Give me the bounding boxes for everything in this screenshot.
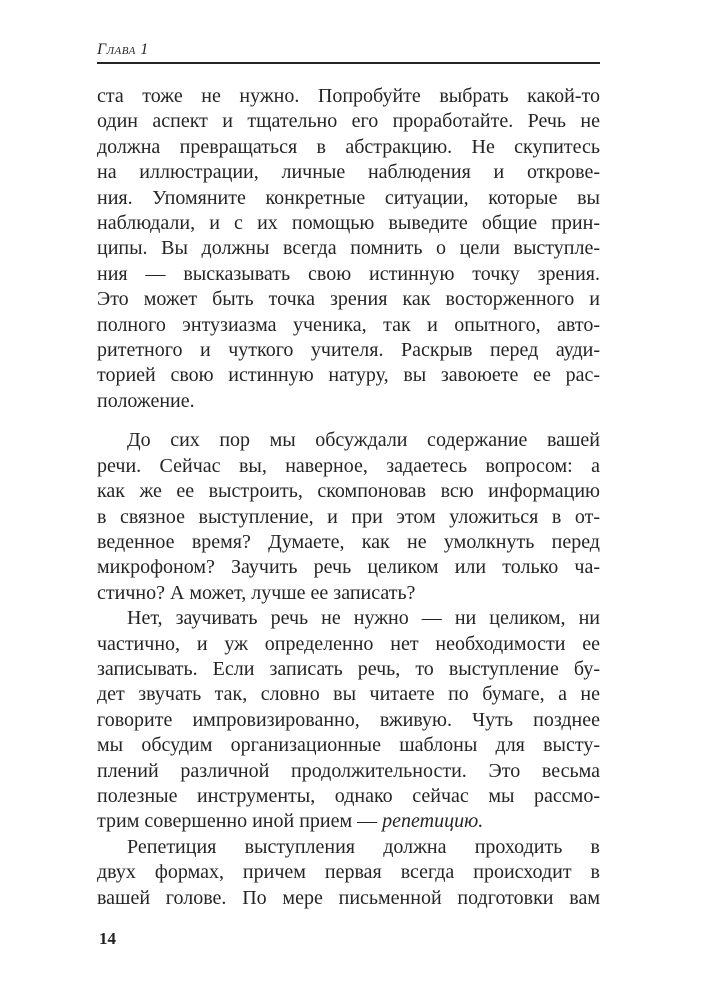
text-line: дет звучать так, словно вы читаете по бумаге, а не xyxy=(97,683,600,706)
section-break xyxy=(97,414,600,428)
emphasized-term: репетицию. xyxy=(382,810,484,833)
text-line: полного энтузиазма ученика, так и опытного, авто- xyxy=(97,313,600,336)
text-line: веденное время? Думаете, как не умолкнуть перед xyxy=(97,530,600,553)
text-line: записывать. Если записать речь, то выступление бу- xyxy=(97,657,600,680)
text-line: частично, и уж определенно нет необходимости ее xyxy=(97,632,600,655)
text-line: ния — высказывать свою истинную точку зрения. xyxy=(97,262,600,285)
text-line: вашей голове. По мере письменной подготовки вам xyxy=(97,886,600,909)
text-line: положение. xyxy=(97,389,195,412)
page-number: 14 xyxy=(99,929,116,948)
text-line: Репетиция выступления должна проходить в xyxy=(127,835,600,858)
text-line: ритетного и чуткого учителя. Раскрыв перед ауди- xyxy=(97,339,600,362)
running-header xyxy=(97,41,600,64)
paragraph xyxy=(97,428,600,606)
text-line: Нет, заучивать речь не нужно — ни целиком, ни xyxy=(127,607,600,630)
text-line xyxy=(97,809,600,834)
text-line: говорите импровизированно, вживую. Чуть позднее xyxy=(97,708,600,731)
text-line: микрофоном? Заучить речь целиком или только ча- xyxy=(97,556,600,579)
body-text xyxy=(97,84,600,911)
text-line: должна превращаться в абстракцию. Не скупитесь xyxy=(97,135,600,158)
text-line: двух формах, причем первая всегда происходит в xyxy=(97,861,600,884)
paragraph xyxy=(97,84,600,414)
text-line: полезные инструменты, однако сейчас мы рассмо- xyxy=(97,784,600,807)
text-line: ципы. Вы должны всегда помнить о цели выступле- xyxy=(97,237,600,260)
text-line: ста тоже не нужно. Попробуйте выбрать какой-то xyxy=(97,85,600,107)
text-line: плений различной продолжительности. Это весьма xyxy=(97,759,600,782)
text-line: как же ее выстроить, скомпоновав всю информацию xyxy=(97,480,600,503)
text-line: торией свою истинную натуру, вы завоюете ее рас- xyxy=(97,364,600,387)
text-line: ния. Упомяните конкретные ситуации, которые вы xyxy=(97,186,600,209)
text-line-segment: трим совершенно иной прием — xyxy=(97,810,383,833)
text-line: мы обсудим организационные шаблоны для высту- xyxy=(97,734,600,757)
paragraph xyxy=(97,606,600,835)
text-line: речи. Сейчас вы, наверное, задаетесь вопросом: а xyxy=(97,454,600,477)
text-line: наблюдали, и с их помощью выведите общие прин- xyxy=(97,212,600,235)
text-line: на иллюстрации, личные наблюдения и открове- xyxy=(97,161,600,184)
text-line: Это может быть точка зрения как восторженного и xyxy=(97,288,600,311)
chapter-header-label: Глава 1 xyxy=(97,41,149,58)
text-line: стично? А может, лучше ее записать? xyxy=(97,581,416,604)
text-line: один аспект и тщательно его проработайте. Речь не xyxy=(97,110,600,133)
paragraph xyxy=(97,835,600,911)
text-line: в связное выступление, и при этом уложиться в от- xyxy=(97,505,600,528)
text-line: До сих пор мы обсуждали содержание вашей xyxy=(127,429,600,452)
